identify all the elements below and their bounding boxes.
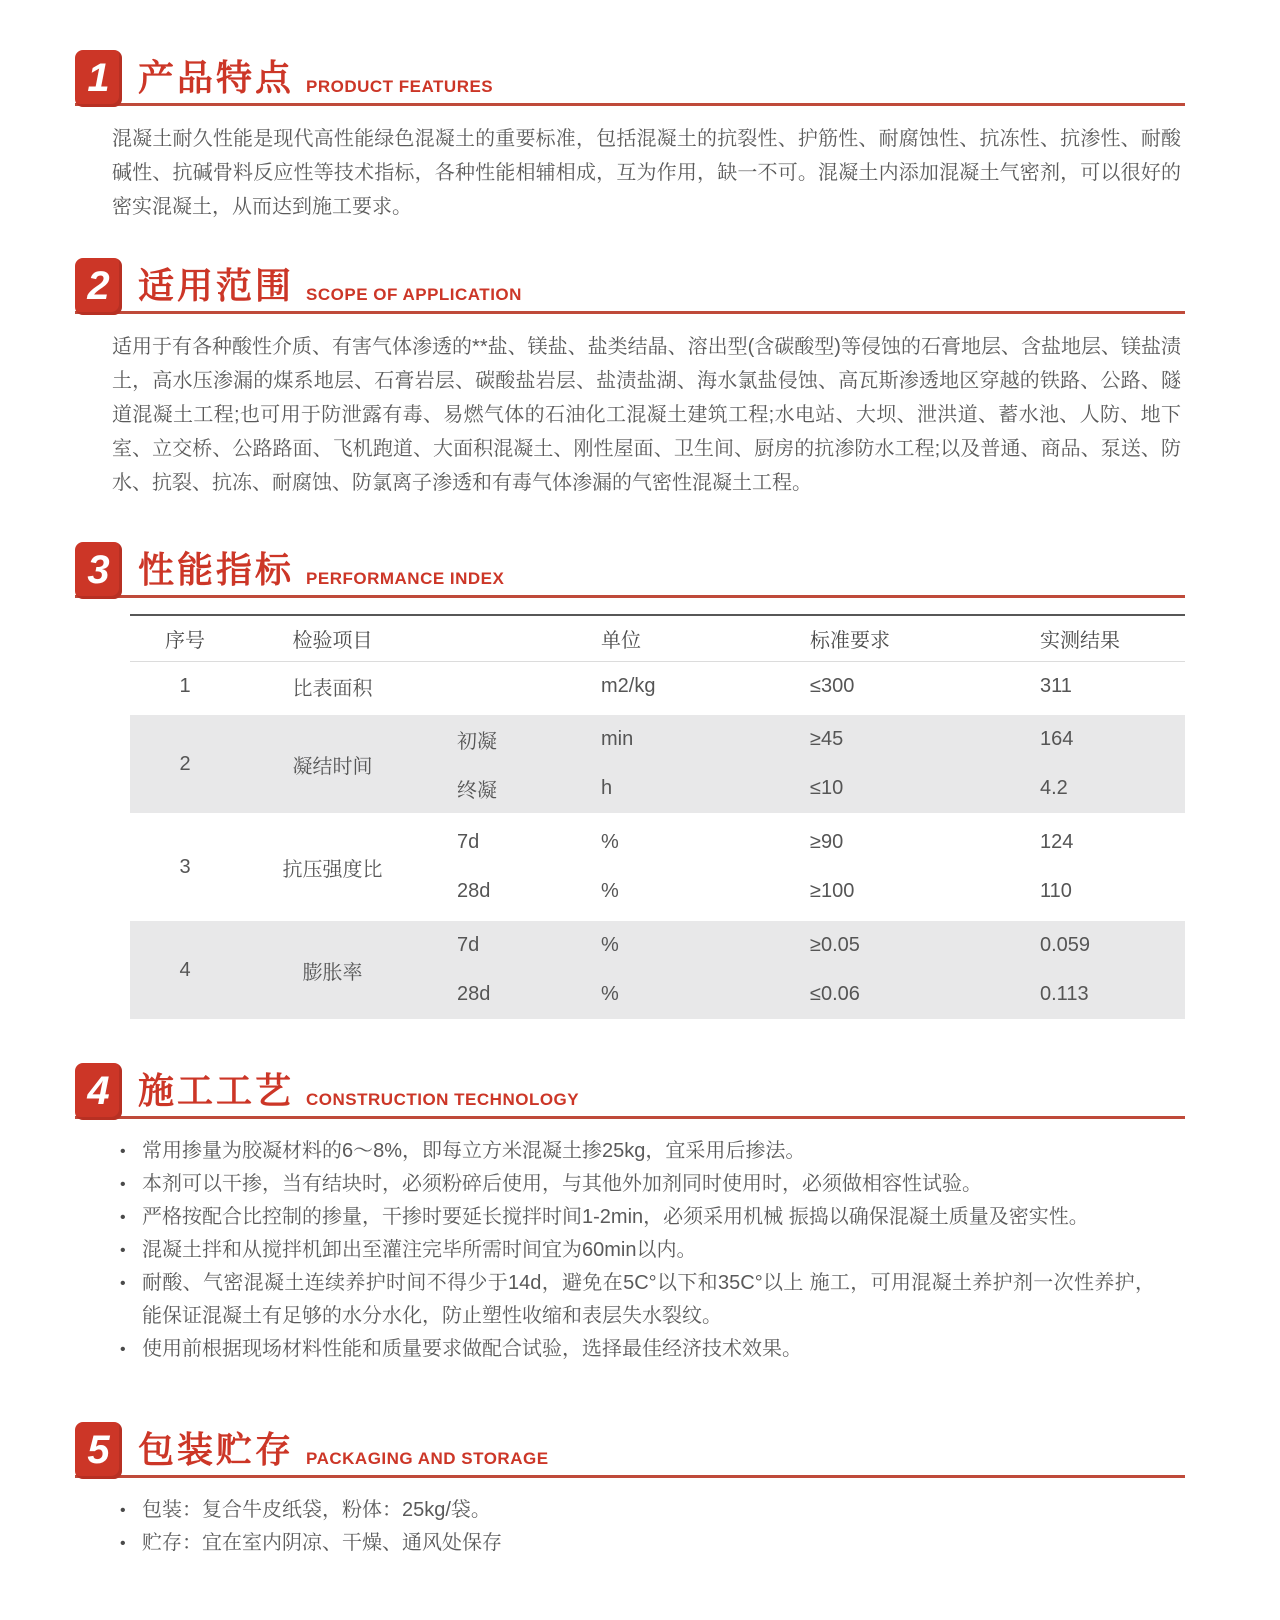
bullet-icon: • [120,1502,126,1519]
cell-unit: h [601,777,613,799]
cell-unit: % [601,983,619,1005]
cell-sub: 7d [457,934,480,956]
header-cell-item: 检验项目 [292,630,373,652]
cell-result: 311 [1040,674,1072,697]
section-paragraph: 混凝土耐久性能是现代高性能绿色混凝土的重要标准，包括混凝土的抗裂性、护筋性、耐腐蚀性、抗冻性、抗渗性、耐酸碱性、抗碱骨料反应性等技术指标，各种性能相辅相成，互为作用，缺一不可。混凝土内添加混凝土气密剂，可以很好的密实混凝土，从而达到施工要求。 [112,128,1181,218]
section-title-en: CONSTRUCTION TECHNOLOGY [306,1090,580,1109]
section-scope-of-application [75,258,1185,500]
cell-standard: ≥90 [810,831,844,853]
cell-no: 4 [179,958,191,981]
cell-no: 3 [179,855,191,878]
list-item [120,1201,1185,1234]
cell-standard: ≤0.06 [810,983,860,1005]
cell-item: 比表面积 [292,677,373,700]
section-product-features [75,50,1185,224]
bullet-icon: • [120,1341,126,1358]
cell-result: 110 [1040,880,1072,902]
section-number: 2 [87,264,110,308]
bullet-text: 耐酸、气密混凝土连续养护时间不得少于14d，避免在5C°以下和35C°以上 施工，可用混凝土养护剂一次性养护，能保证混凝土有足够的水分水化，防止塑性收缩和表层失水裂纹。 [142,1272,1155,1327]
table-header-row [130,616,1185,662]
cell-standard: ≥100 [810,880,855,902]
section-title-zh: 施工工艺 [138,1070,295,1111]
bullet-icon: • [120,1143,126,1160]
bullet-text: 包装：复合牛皮纸袋，粉体：25kg/袋。 [142,1499,491,1521]
section-number: 3 [87,548,110,592]
cell-result: 4.2 [1040,777,1068,799]
cell-sub: 28d [457,880,491,902]
bullet-text: 混凝土拌和从搅拌机卸出至灌注完毕所需时间宜为60min以内。 [142,1239,697,1261]
header-cell-standard: 标准要求 [810,630,890,652]
list-item [120,1234,1185,1267]
list-item [120,1168,1185,1201]
section-performance-index [75,542,1185,1019]
list-item [120,1527,1185,1560]
bullet-text: 严格按配合比控制的掺量，干掺时要延长搅拌时间1-2min，必须采用机械 振捣以确保混凝土质量及密实性。 [142,1206,1089,1228]
construction-bullet-list [120,1135,1185,1366]
section-header [75,258,1185,314]
cell-standard: ≤300 [810,674,855,697]
cell-no: 2 [179,752,191,775]
cell-result: 0.059 [1040,934,1091,956]
section-number: 4 [87,1069,110,1113]
bullet-text: 常用掺量为胶凝材料的6～8%，即每立方米混凝土掺25kg，宜采用后掺法。 [142,1140,806,1162]
bullet-text: 贮存：宜在室内阴凉、干燥、通风处保存 [142,1532,502,1554]
list-item [120,1494,1185,1527]
section-number-badge [75,50,122,107]
section-title-zh: 性能指标 [138,549,295,590]
cell-unit: % [601,831,619,853]
cell-unit: min [601,728,634,750]
bullet-icon: • [120,1176,126,1193]
section-title-zh: 适用范围 [138,265,295,306]
list-item [120,1333,1185,1366]
section-title-en: PACKAGING AND STORAGE [306,1449,549,1468]
cell-standard: ≤10 [810,777,844,799]
cell-unit: % [601,880,619,902]
section-construction-technology [75,1063,1185,1366]
list-item [120,1267,1185,1333]
section-title-zh: 产品特点 [138,57,295,98]
bullet-text: 本剂可以干掺，当有结块时，必须粉碎后使用，与其他外加剂同时使用时，必须做相容性试验。 [142,1173,982,1195]
cell-unit: % [601,934,619,956]
cell-item: 凝结时间 [292,755,373,778]
table-row-group [130,818,1185,916]
section-title-en: PERFORMANCE INDEX [306,569,505,588]
cell-item: 抗压强度比 [282,858,383,881]
cell-unit: m2/kg [601,674,656,697]
bullet-icon: • [120,1535,126,1552]
performance-table [130,614,1185,1019]
cell-standard: ≥45 [810,728,844,750]
table-row [130,662,1185,710]
section-number: 5 [87,1428,110,1472]
table-row-group [130,921,1185,1019]
bullet-icon: • [120,1242,126,1259]
bullet-icon: • [120,1209,126,1226]
bullet-icon: • [120,1275,126,1292]
section-header [75,1422,1185,1478]
section-header [75,542,1185,598]
bullet-text: 使用前根据现场材料性能和质量要求做配合试验，选择最佳经济技术效果。 [142,1338,802,1360]
section-number-badge [75,542,122,599]
header-cell-unit: 单位 [601,630,641,652]
section-number-badge [75,1063,122,1120]
section-header [75,1063,1185,1119]
header-cell-no: 序号 [165,630,205,652]
table-row-group [130,715,1185,813]
section-title-en: SCOPE OF APPLICATION [306,285,522,304]
section-number-badge [75,1422,122,1479]
section-title-zh: 包装贮存 [138,1429,295,1470]
section-number: 1 [87,56,110,100]
cell-standard: ≥0.05 [810,934,860,956]
section-title-en: PRODUCT FEATURES [306,77,494,96]
section-header [75,50,1185,106]
header-cell-result: 实测结果 [1040,630,1120,652]
cell-no: 1 [179,674,191,697]
list-item [120,1135,1185,1168]
cell-sub: 初凝 [457,731,497,753]
cell-item: 膨胀率 [302,961,363,984]
section-packaging-storage [75,1422,1185,1560]
section-paragraph: 适用于有各种酸性介质、有害气体渗透的**盐、镁盐、盐类结晶、溶出型(含碳酸型)等侵蚀的石膏地层、含盐地层、镁盐渍土，高水压渗漏的煤系地层、石膏岩层、碳酸盐岩层、盐渍盐湖、海水氯盐侵蚀、高瓦斯渗透地区穿越的铁路、公路、隧道混凝土工程;也可用于防泄露有毒、易燃气体的石油化工混凝土建筑工程;水电站、大坝、泄洪道、蓄水池、人防、地下室、立交桥、公路路面、飞机跑道、大面积混凝土、刚性屋面、卫生间、厨房的抗渗防水工程;以及普通、商品、泵送、防水、抗裂、抗冻、耐腐蚀、防氯离子渗透和有毒气体渗漏的气密性混凝土工程。 [112,336,1181,494]
section-number-badge [75,258,122,315]
packaging-bullet-list [120,1494,1185,1560]
cell-sub: 28d [457,983,491,1005]
cell-sub: 终凝 [457,780,497,802]
cell-result: 164 [1040,728,1074,750]
cell-sub: 7d [457,831,480,853]
cell-result: 0.113 [1040,983,1089,1005]
cell-result: 124 [1040,831,1074,853]
